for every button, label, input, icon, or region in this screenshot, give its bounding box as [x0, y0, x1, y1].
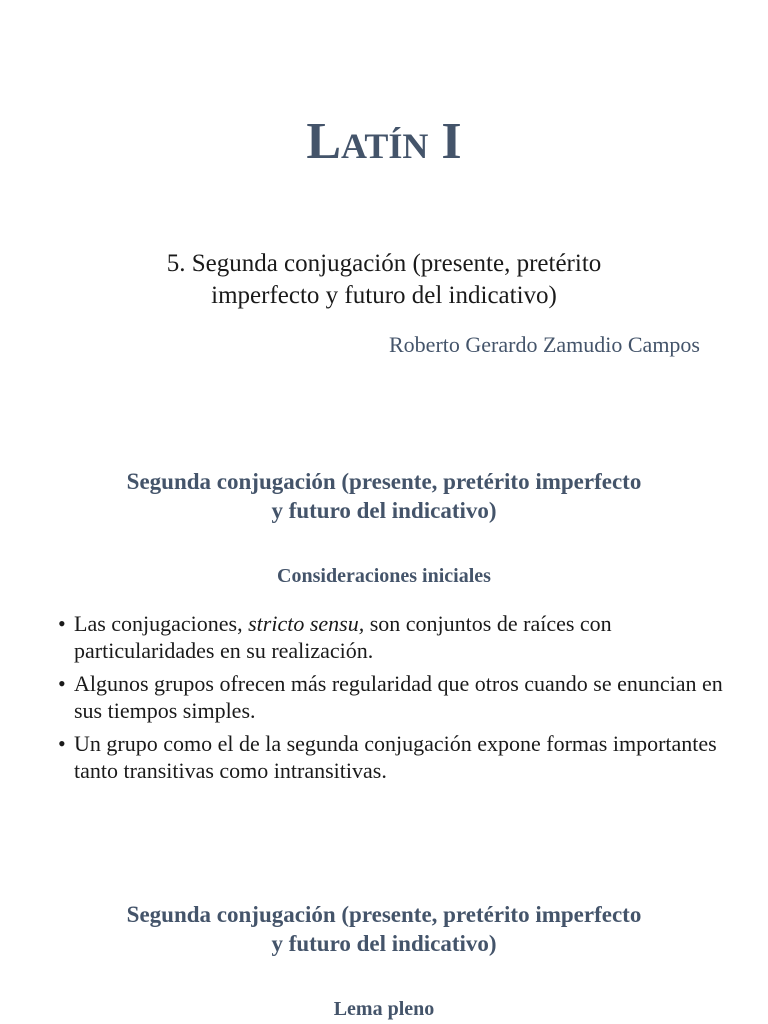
section-heading-2-line-1: Segunda conjugación (presente, pretérito imperfecto — [126, 902, 642, 927]
bullet-marker: • — [58, 731, 66, 756]
section-heading-2-line-2: y futuro del indicativo) — [271, 931, 497, 956]
bullet-text-pre: Las conjugaciones, — [74, 611, 249, 636]
list-item — [58, 730, 730, 784]
subheading-lema-pleno: Lema pleno — [333, 998, 435, 1020]
bullet-list — [58, 610, 730, 790]
list-item — [58, 610, 730, 664]
section-heading-1-line-2: y futuro del indicativo) — [271, 498, 497, 523]
section-heading-1-line-1: Segunda conjugación (presente, pretérito imperfecto — [126, 469, 642, 494]
slide-title: Latín I — [306, 113, 462, 170]
slide-subtitle — [100, 248, 668, 312]
section-heading-1 — [40, 467, 728, 525]
subtitle-line-1: 5. Segunda conjugación (presente, pretérito — [166, 250, 602, 277]
bullet-marker: • — [58, 671, 66, 696]
section-heading-2 — [40, 900, 728, 958]
bullet-text-post: son conjuntos de raíces con particularidades en su realización. — [74, 611, 612, 663]
subtitle-line-2: imperfecto y futuro del indicativo) — [211, 282, 557, 309]
bullet-marker: • — [58, 611, 66, 636]
bullet-text: Un grupo como el de la segunda conjugación expone formas importantes tanto transitivas como intransitivas. — [74, 731, 717, 783]
bullet-text-italic: stricto sensu, — [248, 611, 365, 636]
bullet-text: Algunos grupos ofrecen más regularidad que otros cuando se enuncian en sus tiempos simples. — [74, 671, 723, 723]
author-name: Roberto Gerardo Zamudio Campos — [389, 332, 700, 357]
list-item — [58, 670, 730, 724]
subheading-consideraciones: Consideraciones iniciales — [277, 565, 491, 587]
